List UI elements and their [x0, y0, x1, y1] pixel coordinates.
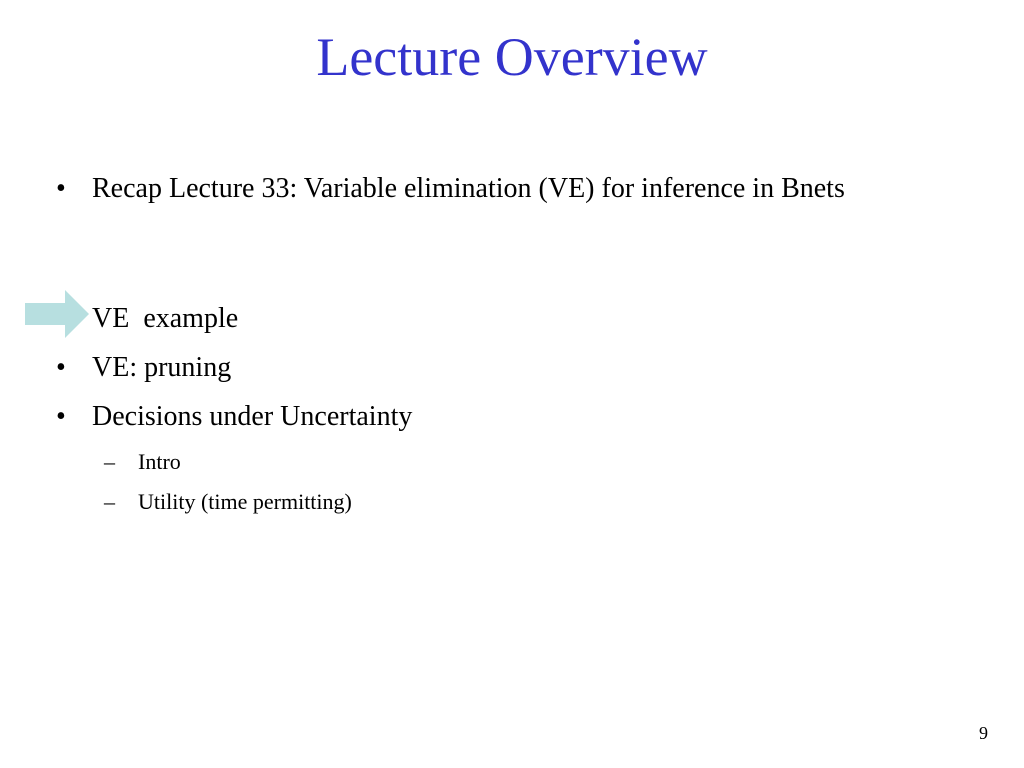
- bullet-mark: •: [56, 401, 66, 432]
- bullet-mark: •: [56, 352, 66, 383]
- bullet-mark: •: [56, 173, 66, 204]
- right-arrow-icon: [25, 290, 89, 338]
- bullet-text: Decisions under Uncertainty: [92, 401, 413, 432]
- slide-title: Lecture Overview: [316, 27, 708, 87]
- bullet-text: Recap Lecture 33: Variable elimination (VE) for inference in Bnets: [92, 173, 845, 204]
- bullet-text: VE example: [92, 303, 239, 334]
- bullet-text: VE: pruning: [92, 352, 232, 383]
- sub-bullet-text: Intro: [138, 449, 181, 474]
- sub-bullet-text: Utility (time permitting): [138, 489, 352, 514]
- sub-bullet-mark: –: [104, 489, 115, 514]
- page-number: 9: [979, 723, 988, 743]
- sub-bullet-mark: –: [104, 449, 115, 474]
